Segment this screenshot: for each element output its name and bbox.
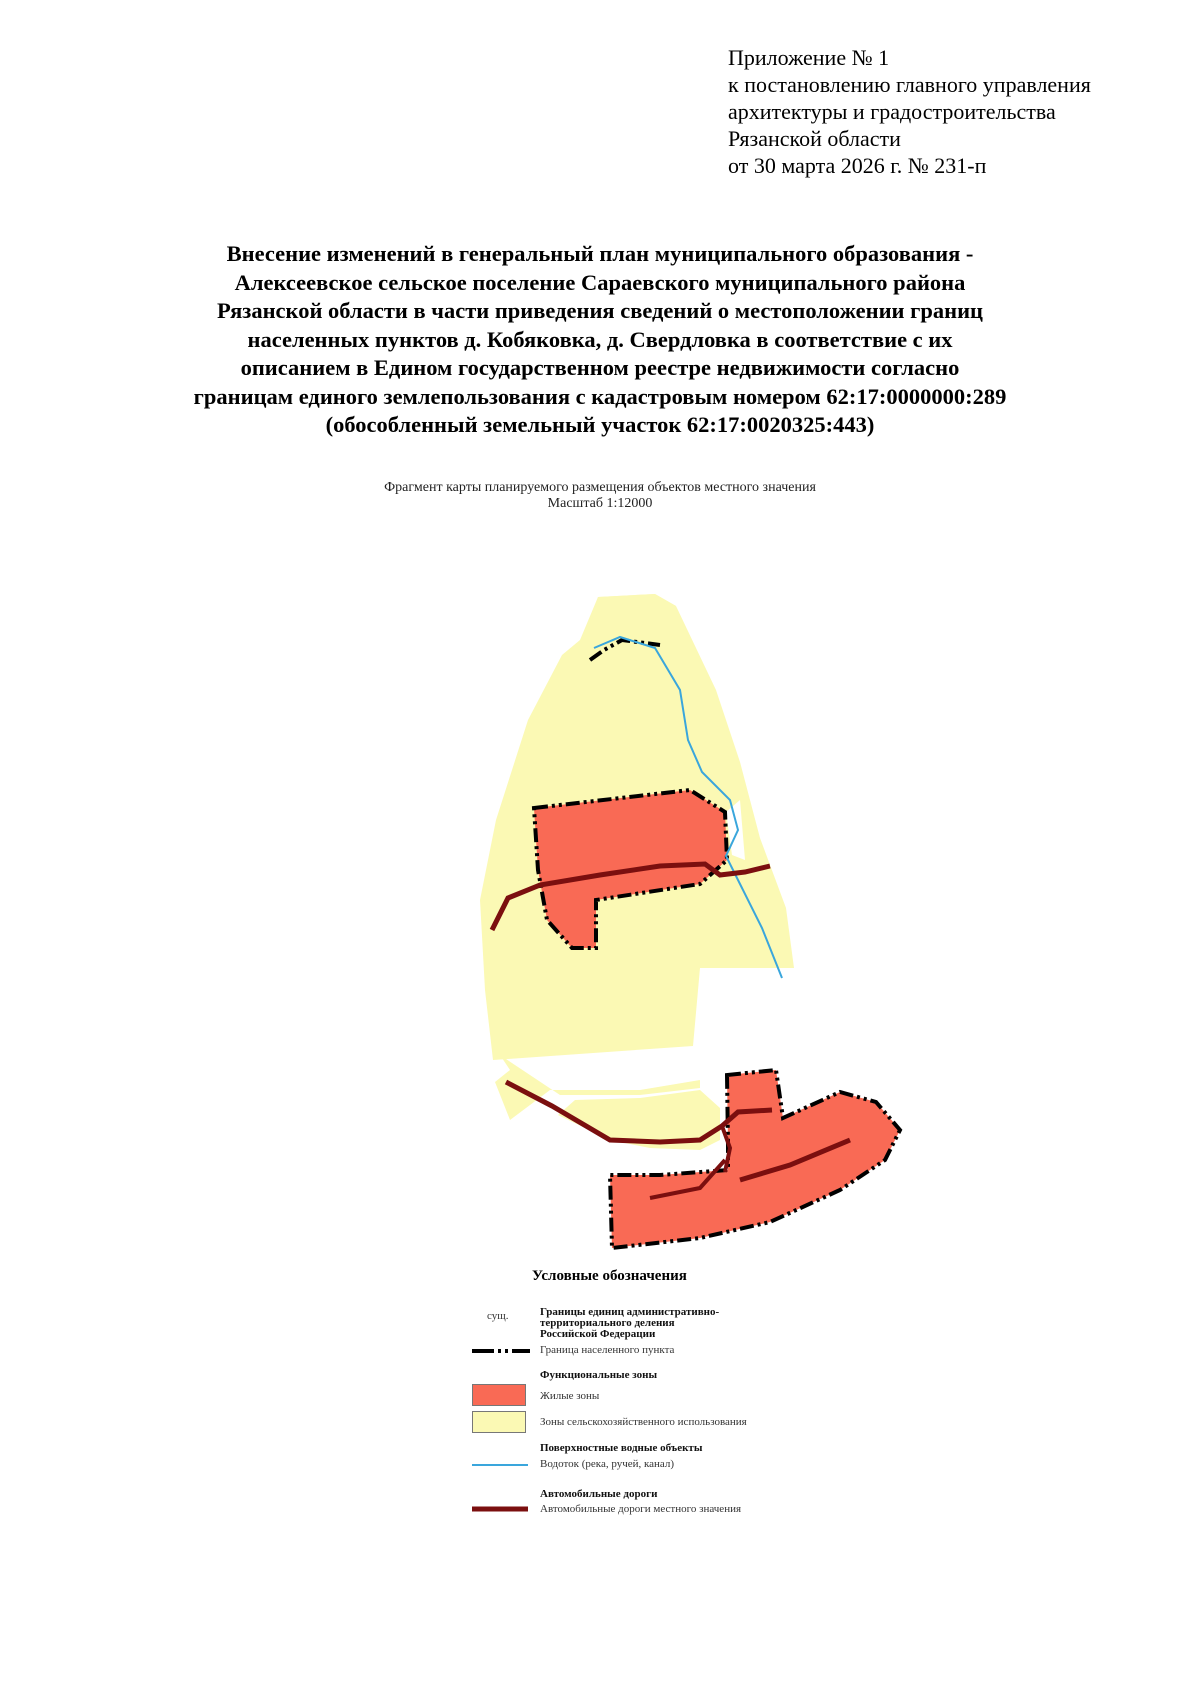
appendix-date: от 30 марта 2026 г. № 231-п [728,153,987,178]
legend-title: Условные обозначения [532,1268,687,1284]
title-line: Рязанской области в части приведения сведений о местоположении границ [216,298,984,323]
legend-roads-heading: Автомобильные дороги [540,1488,658,1500]
legend-sushch: сущ. [487,1310,509,1322]
legend-residential: Жилые зоны [540,1390,600,1402]
legend-admin-heading: территориального деления [540,1317,675,1329]
title-line: населенных пунктов д. Кобяковка, д. Свердловка в соответствие с их [247,326,953,352]
appendix-line: к постановлению главного управления [728,72,1091,97]
appendix-line: архитектуры и градостроительства [728,99,1056,124]
map-caption-text: Фрагмент карты планируемого размещения объектов местного значения [384,480,816,495]
map-scale: Масштаб 1:12000 [547,496,653,511]
legend-settlement-boundary: Граница населенного пункта [540,1344,675,1356]
legend-admin-heading: Границы единиц административно- [540,1306,720,1318]
legend-agricultural: Зоны сельскохозяйственного использования [540,1416,747,1428]
legend-local-roads: Автомобильные дороги местного значения [540,1503,742,1515]
appendix-line: Приложение № 1 [728,45,890,70]
title-line: Внесение изменений в генеральный план муниципального образования - [226,241,974,266]
legend-admin-heading: Российской Федерации [540,1328,656,1340]
appendix-line: Рязанской области [728,126,901,151]
title-line: Алексеевское сельское поселение Сараевского муниципального района [234,269,966,295]
title-line: границам единого землепользования с кадастровым номером 62:17:0000000:289 [193,383,1007,409]
title-line: (обособленный земельный участок 62:17:0020325:443) [325,412,875,437]
legend-water-heading: Поверхностные водные объекты [540,1442,703,1454]
legend-zones-heading: Функциональные зоны [540,1369,658,1381]
legend-watercourse: Водоток (река, ручей, канал) [540,1458,675,1470]
title-line: описанием в Едином государственном реестре недвижимости согласно [240,355,960,380]
